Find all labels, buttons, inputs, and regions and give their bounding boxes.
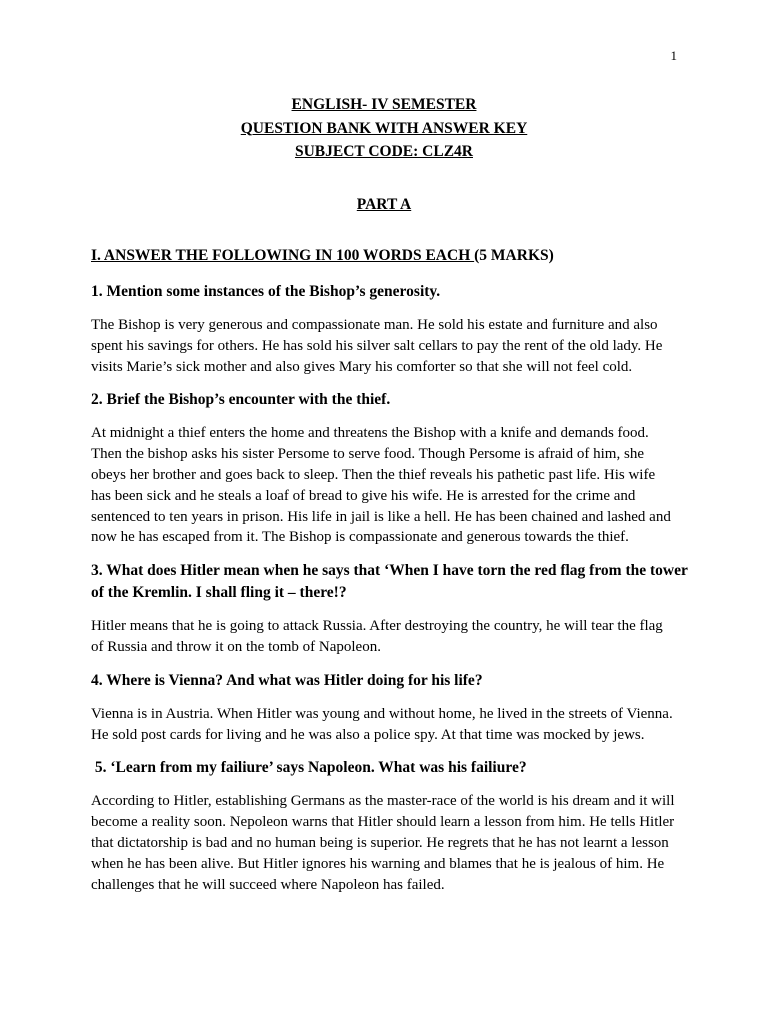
page-number: 1 [670,48,677,63]
question-block [91,389,681,548]
document-subtitle: QUESTION BANK WITH ANSWER KEY [240,119,528,137]
answer-text: According to Hitler, establishing Germans as the master-race of the world is his dream and it will become a reality soon. Nepoleon warns that Hitler should learn a lesson from him. He tells Hitler that dictatorship is bad and no human being is superior. He regrets that he has not learnt a lesson when he has been alive. But Hitler ignores his warning and blames that he is jealous of him. He challenges that he will succeed where Napoleon has failed. [91,793,675,893]
question-text: 4. Where is Vienna? And what was Hitler doing for his life? [91,671,483,689]
course-title: ENGLISH- IV SEMESTER [291,96,477,113]
question-text: 1. Mention some instances of the Bishop’s generosity. [91,283,441,300]
section-heading [91,247,554,265]
answer-text: The Bishop is very generous and compassionate man. He sold his estate and furniture and also spent his savings for others. He has sold his silver salt cellars to pay the rent of the old lady. He visits Marie’s sick mother and also gives Mary his comforter so that she will not feel cold. [91,317,663,375]
section-heading-marks: (5 MARKS) [474,247,554,264]
answer-text: Vienna is in Austria. When Hitler was young and without home, he lived in the streets of Vienna. He sold post cards for living and he was also a police spy. At that time was mocked by jews. [91,705,673,743]
part-heading: PART A [356,196,412,213]
question-text: 3. What does Hitler mean when he says that ‘When I have torn the red flag from the tower of the Kremlin. I shall fling it – there!? [91,562,688,602]
question-block [91,670,681,746]
document-title-block [0,93,768,164]
section-heading-instruction: I. ANSWER THE FOLLOWING IN 100 WORDS EACH [91,247,475,264]
question-block [91,757,681,895]
question-text: 2. Brief the Bishop’s encounter with the thief. [91,391,391,409]
answer-text: At midnight a thief enters the home and threatens the Bishop with a knife and demands food. Then the bishop asks his sister Persome to serve food. Though Persome is afraid of him, she obeys her brother and goes back to sleep. Then the thief reveals his pathetic past life. His wife has been sick and he steals a loaf of bread to give his wife. He is arrested for the crime and sentenced to ten years in prison. His life in jail is like a hell. He has been chained and lashed and now he has escaped from it. The Bishop is compassionate and generous towards the thief. [91,425,671,546]
question-block [91,560,688,658]
question-block [91,281,681,377]
subject-code: SUBJECT CODE: CLZ4R [294,143,473,160]
question-text: 5. ‘Learn from my failiure’ says Napoleon. What was his failiure? [91,759,527,777]
question-list [91,281,688,907]
answer-text: Hitler means that he is going to attack Russia. After destroying the country, he will tear the flag of Russia and throw it on the tomb of Napoleon. [91,618,663,655]
